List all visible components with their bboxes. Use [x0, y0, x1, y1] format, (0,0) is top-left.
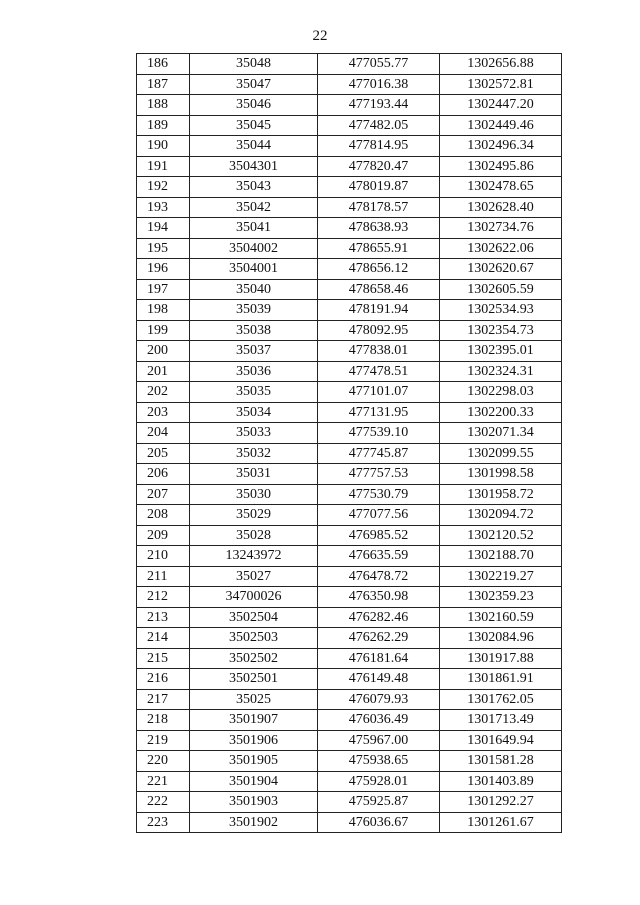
table-body: [137, 54, 562, 833]
y-coordinate-cell: 1302071.34: [440, 423, 562, 444]
x-coordinate-cell: 476036.67: [318, 812, 440, 833]
point-id-cell: 35038: [190, 320, 318, 341]
x-coordinate-cell: 476149.48: [318, 669, 440, 690]
y-coordinate-cell: 1302534.93: [440, 300, 562, 321]
table-row: [137, 54, 562, 75]
table-row: [137, 156, 562, 177]
row-number-cell: 209: [137, 525, 190, 546]
point-id-cell: 3501905: [190, 751, 318, 772]
point-id-cell: 35027: [190, 566, 318, 587]
point-id-cell: 35034: [190, 402, 318, 423]
row-number-cell: 205: [137, 443, 190, 464]
row-number-cell: 219: [137, 730, 190, 751]
table-row: [137, 464, 562, 485]
row-number-cell: 215: [137, 648, 190, 669]
point-id-cell: 3502501: [190, 669, 318, 690]
y-coordinate-cell: 1301403.89: [440, 771, 562, 792]
table-row: [137, 382, 562, 403]
y-coordinate-cell: 1301581.28: [440, 751, 562, 772]
x-coordinate-cell: 478655.91: [318, 238, 440, 259]
row-number-cell: 216: [137, 669, 190, 690]
table-row: [137, 484, 562, 505]
point-id-cell: 3501903: [190, 792, 318, 813]
x-coordinate-cell: 477016.38: [318, 74, 440, 95]
y-coordinate-cell: 1302628.40: [440, 197, 562, 218]
point-id-cell: 35025: [190, 689, 318, 710]
x-coordinate-cell: 478638.93: [318, 218, 440, 239]
row-number-cell: 195: [137, 238, 190, 259]
y-coordinate-cell: 1302094.72: [440, 505, 562, 526]
row-number-cell: 189: [137, 115, 190, 136]
x-coordinate-cell: 478178.57: [318, 197, 440, 218]
y-coordinate-cell: 1302298.03: [440, 382, 562, 403]
y-coordinate-cell: 1301713.49: [440, 710, 562, 731]
table-row: [137, 628, 562, 649]
y-coordinate-cell: 1301958.72: [440, 484, 562, 505]
table-row: [137, 566, 562, 587]
row-number-cell: 191: [137, 156, 190, 177]
point-id-cell: 3504002: [190, 238, 318, 259]
x-coordinate-cell: 476478.72: [318, 566, 440, 587]
x-coordinate-cell: 476350.98: [318, 587, 440, 608]
row-number-cell: 210: [137, 546, 190, 567]
y-coordinate-cell: 1301649.94: [440, 730, 562, 751]
point-id-cell: 3504001: [190, 259, 318, 280]
x-coordinate-cell: 476036.49: [318, 710, 440, 731]
x-coordinate-cell: 475925.87: [318, 792, 440, 813]
table-row: [137, 546, 562, 567]
table-row: [137, 812, 562, 833]
x-coordinate-cell: 476262.29: [318, 628, 440, 649]
row-number-cell: 186: [137, 54, 190, 75]
row-number-cell: 208: [137, 505, 190, 526]
table-row: [137, 792, 562, 813]
coordinates-table: [136, 53, 562, 833]
x-coordinate-cell: 477077.56: [318, 505, 440, 526]
point-id-cell: 3501904: [190, 771, 318, 792]
y-coordinate-cell: 1302496.34: [440, 136, 562, 157]
table-row: [137, 689, 562, 710]
y-coordinate-cell: 1302449.46: [440, 115, 562, 136]
row-number-cell: 194: [137, 218, 190, 239]
table-row: [137, 115, 562, 136]
x-coordinate-cell: 476181.64: [318, 648, 440, 669]
table-row: [137, 197, 562, 218]
row-number-cell: 207: [137, 484, 190, 505]
row-number-cell: 197: [137, 279, 190, 300]
table-row: [137, 238, 562, 259]
y-coordinate-cell: 1302395.01: [440, 341, 562, 362]
y-coordinate-cell: 1302099.55: [440, 443, 562, 464]
table-row: [137, 361, 562, 382]
table-row: [137, 730, 562, 751]
table-row: [137, 320, 562, 341]
x-coordinate-cell: 477757.53: [318, 464, 440, 485]
point-id-cell: 35039: [190, 300, 318, 321]
table-row: [137, 423, 562, 444]
x-coordinate-cell: 476282.46: [318, 607, 440, 628]
point-id-cell: 35045: [190, 115, 318, 136]
table-row: [137, 751, 562, 772]
y-coordinate-cell: 1301292.27: [440, 792, 562, 813]
table-row: [137, 402, 562, 423]
point-id-cell: 35042: [190, 197, 318, 218]
row-number-cell: 192: [137, 177, 190, 198]
row-number-cell: 201: [137, 361, 190, 382]
y-coordinate-cell: 1302354.73: [440, 320, 562, 341]
table-row: [137, 74, 562, 95]
row-number-cell: 218: [137, 710, 190, 731]
table-row: [137, 587, 562, 608]
row-number-cell: 200: [137, 341, 190, 362]
row-number-cell: 204: [137, 423, 190, 444]
x-coordinate-cell: 477539.10: [318, 423, 440, 444]
row-number-cell: 211: [137, 566, 190, 587]
row-number-cell: 196: [137, 259, 190, 280]
y-coordinate-cell: 1302084.96: [440, 628, 562, 649]
row-number-cell: 214: [137, 628, 190, 649]
x-coordinate-cell: 477101.07: [318, 382, 440, 403]
table-row: [137, 607, 562, 628]
y-coordinate-cell: 1302200.33: [440, 402, 562, 423]
point-id-cell: 3502503: [190, 628, 318, 649]
y-coordinate-cell: 1301917.88: [440, 648, 562, 669]
point-id-cell: 3502504: [190, 607, 318, 628]
row-number-cell: 198: [137, 300, 190, 321]
row-number-cell: 212: [137, 587, 190, 608]
y-coordinate-cell: 1301261.67: [440, 812, 562, 833]
point-id-cell: 35047: [190, 74, 318, 95]
point-id-cell: 35048: [190, 54, 318, 75]
x-coordinate-cell: 478658.46: [318, 279, 440, 300]
x-coordinate-cell: 478019.87: [318, 177, 440, 198]
table-row: [137, 341, 562, 362]
table-row: [137, 669, 562, 690]
point-id-cell: 13243972: [190, 546, 318, 567]
row-number-cell: 193: [137, 197, 190, 218]
y-coordinate-cell: 1301998.58: [440, 464, 562, 485]
x-coordinate-cell: 477814.95: [318, 136, 440, 157]
x-coordinate-cell: 477482.05: [318, 115, 440, 136]
row-number-cell: 222: [137, 792, 190, 813]
point-id-cell: 35030: [190, 484, 318, 505]
y-coordinate-cell: 1302734.76: [440, 218, 562, 239]
row-number-cell: 223: [137, 812, 190, 833]
table-row: [137, 771, 562, 792]
x-coordinate-cell: 478656.12: [318, 259, 440, 280]
table-row: [137, 710, 562, 731]
point-id-cell: 35031: [190, 464, 318, 485]
point-id-cell: 34700026: [190, 587, 318, 608]
x-coordinate-cell: 477193.44: [318, 95, 440, 116]
y-coordinate-cell: 1302620.67: [440, 259, 562, 280]
row-number-cell: 199: [137, 320, 190, 341]
point-id-cell: 3501906: [190, 730, 318, 751]
x-coordinate-cell: 477055.77: [318, 54, 440, 75]
y-coordinate-cell: 1302188.70: [440, 546, 562, 567]
y-coordinate-cell: 1302219.27: [440, 566, 562, 587]
point-id-cell: 35037: [190, 341, 318, 362]
x-coordinate-cell: 476079.93: [318, 689, 440, 710]
point-id-cell: 35044: [190, 136, 318, 157]
table-row: [137, 177, 562, 198]
table-row: [137, 218, 562, 239]
point-id-cell: 3501907: [190, 710, 318, 731]
y-coordinate-cell: 1302605.59: [440, 279, 562, 300]
page-number: 22: [312, 28, 328, 44]
point-id-cell: 3504301: [190, 156, 318, 177]
table-row: [137, 525, 562, 546]
y-coordinate-cell: 1302359.23: [440, 587, 562, 608]
y-coordinate-cell: 1302447.20: [440, 95, 562, 116]
x-coordinate-cell: 478191.94: [318, 300, 440, 321]
row-number-cell: 221: [137, 771, 190, 792]
table-row: [137, 300, 562, 321]
x-coordinate-cell: 477530.79: [318, 484, 440, 505]
point-id-cell: 35040: [190, 279, 318, 300]
row-number-cell: 188: [137, 95, 190, 116]
row-number-cell: 206: [137, 464, 190, 485]
y-coordinate-cell: 1301762.05: [440, 689, 562, 710]
row-number-cell: 217: [137, 689, 190, 710]
x-coordinate-cell: 477745.87: [318, 443, 440, 464]
x-coordinate-cell: 476635.59: [318, 546, 440, 567]
x-coordinate-cell: 477820.47: [318, 156, 440, 177]
y-coordinate-cell: 1302572.81: [440, 74, 562, 95]
x-coordinate-cell: 476985.52: [318, 525, 440, 546]
row-number-cell: 213: [137, 607, 190, 628]
x-coordinate-cell: 475967.00: [318, 730, 440, 751]
table-row: [137, 279, 562, 300]
point-id-cell: 35035: [190, 382, 318, 403]
point-id-cell: 35033: [190, 423, 318, 444]
table-row: [137, 95, 562, 116]
y-coordinate-cell: 1302478.65: [440, 177, 562, 198]
point-id-cell: 35029: [190, 505, 318, 526]
x-coordinate-cell: 477131.95: [318, 402, 440, 423]
x-coordinate-cell: 477478.51: [318, 361, 440, 382]
row-number-cell: 187: [137, 74, 190, 95]
point-id-cell: 35043: [190, 177, 318, 198]
row-number-cell: 190: [137, 136, 190, 157]
x-coordinate-cell: 475928.01: [318, 771, 440, 792]
y-coordinate-cell: 1302495.86: [440, 156, 562, 177]
point-id-cell: 35041: [190, 218, 318, 239]
x-coordinate-cell: 477838.01: [318, 341, 440, 362]
point-id-cell: 35046: [190, 95, 318, 116]
table-row: [137, 648, 562, 669]
table-row: [137, 136, 562, 157]
y-coordinate-cell: 1302120.52: [440, 525, 562, 546]
y-coordinate-cell: 1301861.91: [440, 669, 562, 690]
table-row: [137, 443, 562, 464]
x-coordinate-cell: 475938.65: [318, 751, 440, 772]
y-coordinate-cell: 1302656.88: [440, 54, 562, 75]
table-row: [137, 505, 562, 526]
y-coordinate-cell: 1302324.31: [440, 361, 562, 382]
point-id-cell: 3501902: [190, 812, 318, 833]
point-id-cell: 3502502: [190, 648, 318, 669]
point-id-cell: 35036: [190, 361, 318, 382]
y-coordinate-cell: 1302160.59: [440, 607, 562, 628]
row-number-cell: 220: [137, 751, 190, 772]
x-coordinate-cell: 478092.95: [318, 320, 440, 341]
y-coordinate-cell: 1302622.06: [440, 238, 562, 259]
point-id-cell: 35032: [190, 443, 318, 464]
table-row: [137, 259, 562, 280]
row-number-cell: 202: [137, 382, 190, 403]
point-id-cell: 35028: [190, 525, 318, 546]
row-number-cell: 203: [137, 402, 190, 423]
